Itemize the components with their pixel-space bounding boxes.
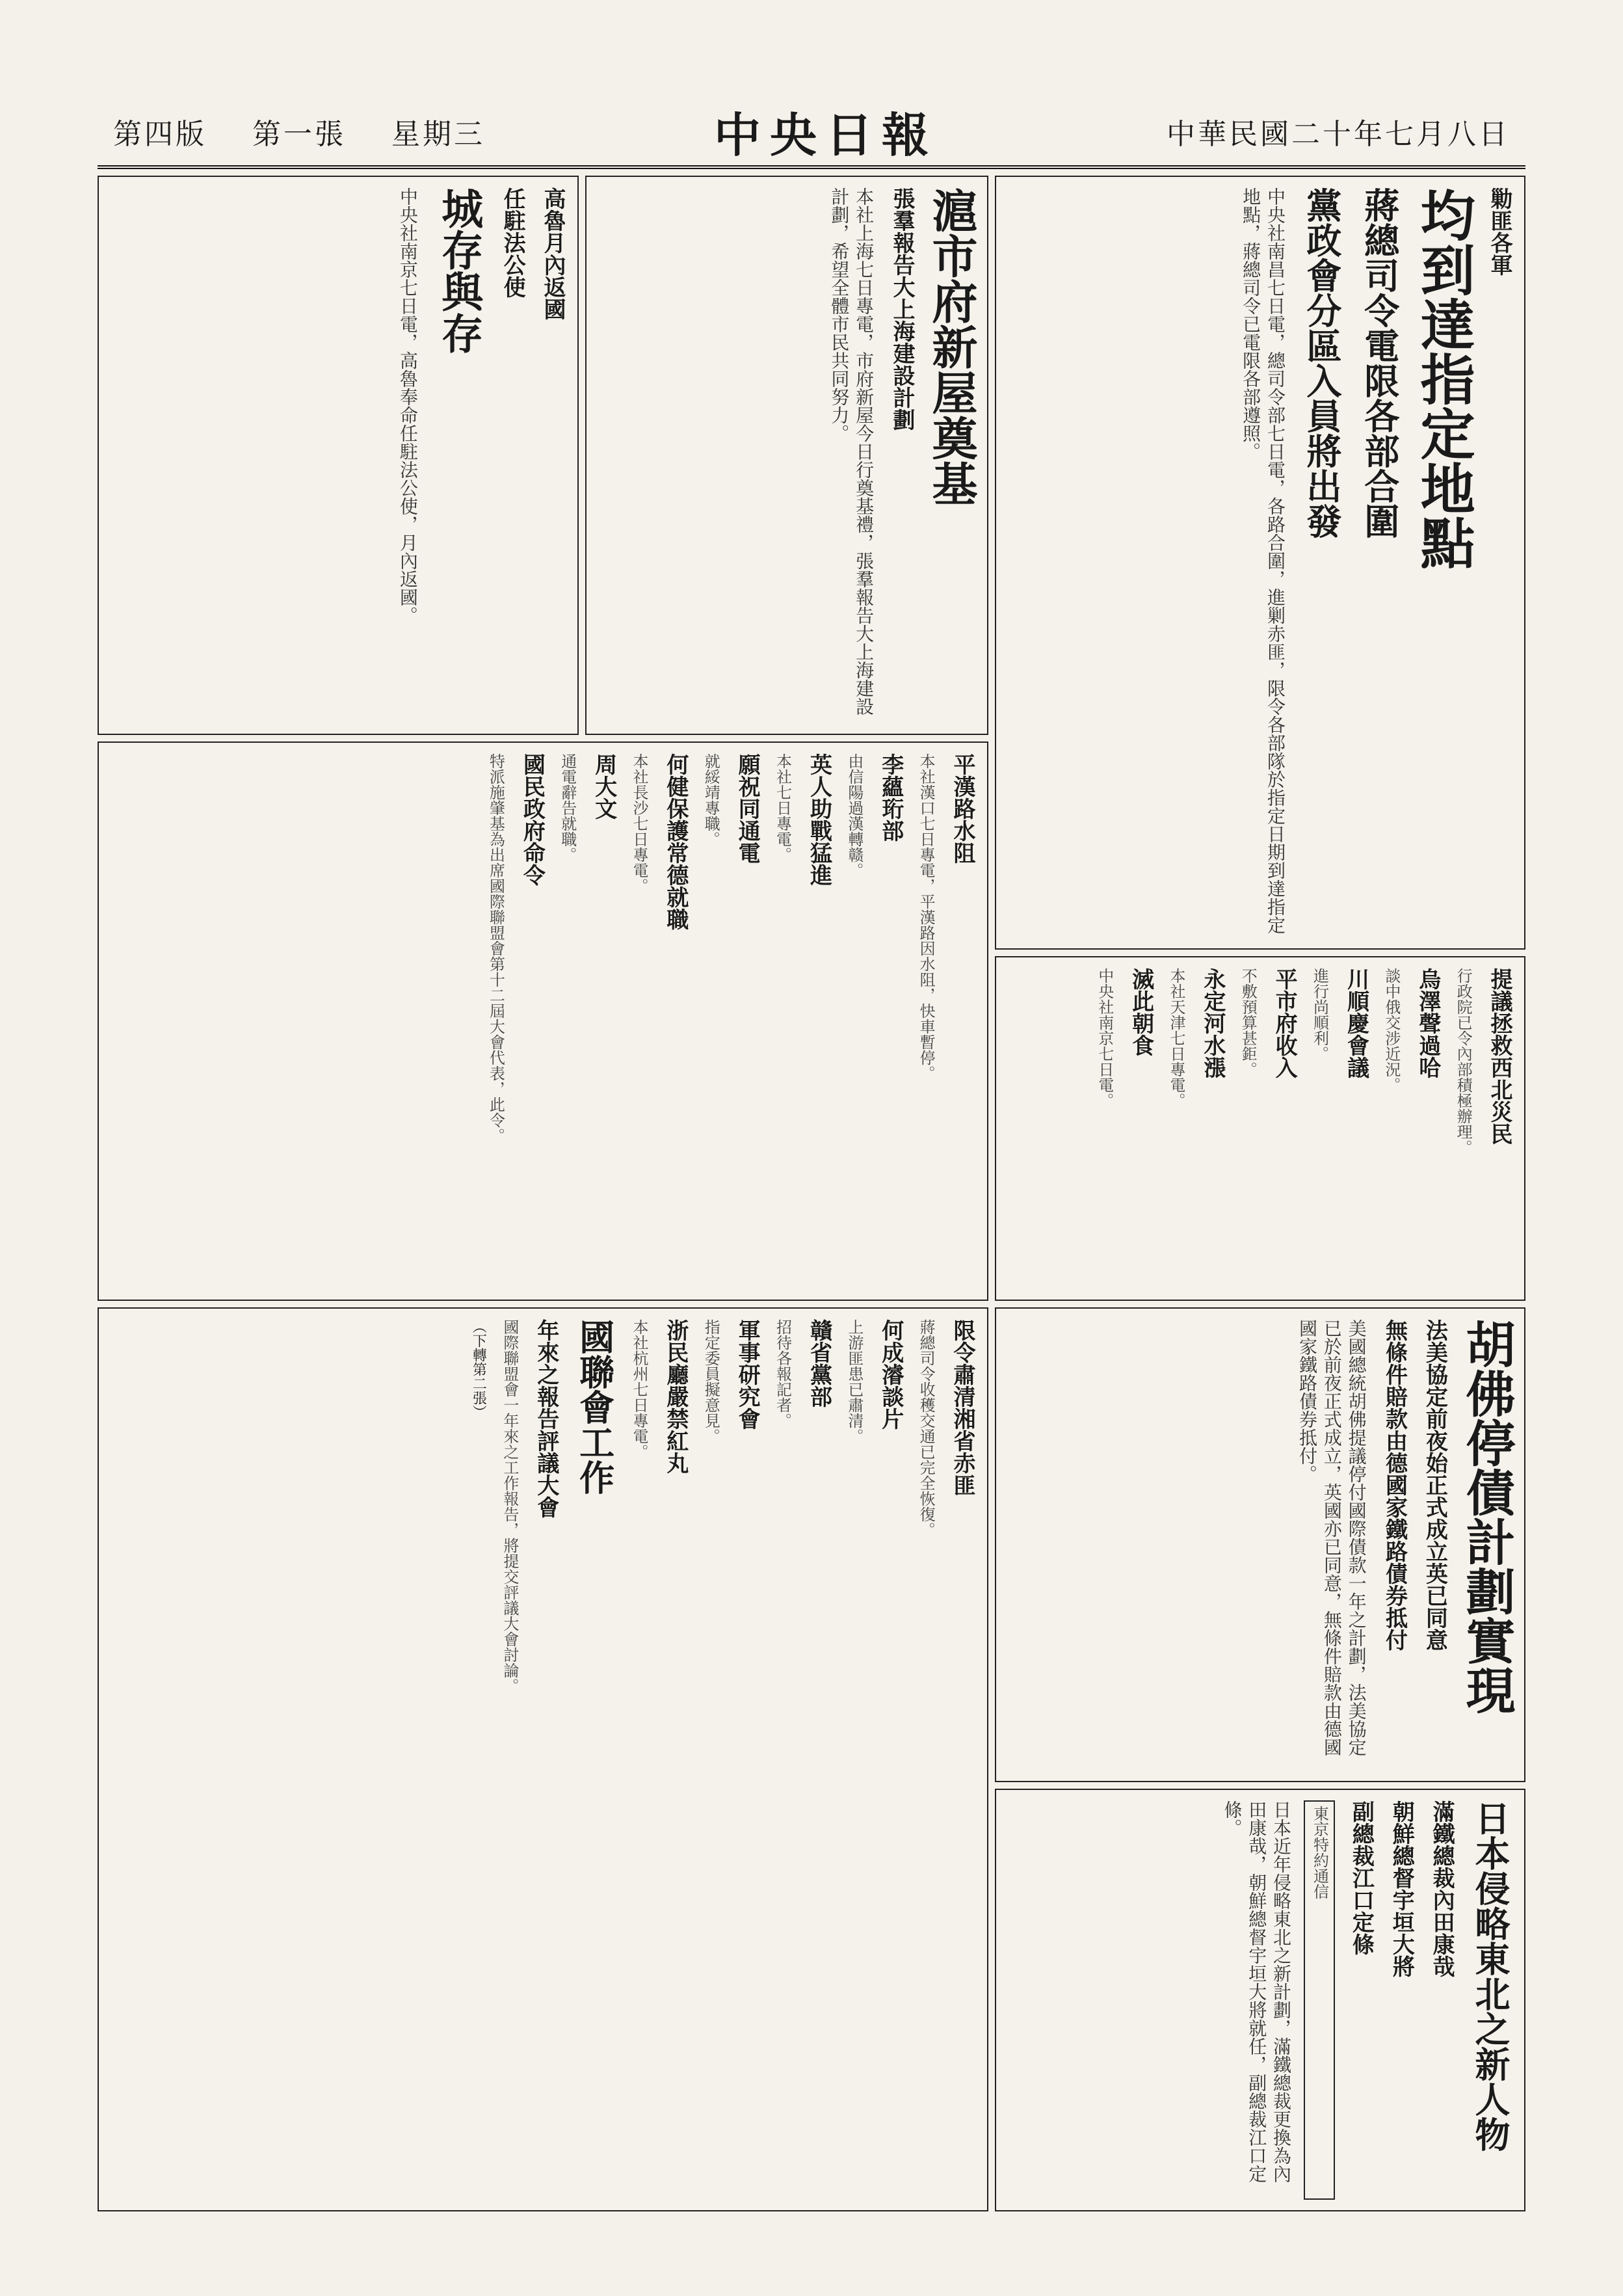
bottom-left-body: 國際聯盟會一年來之工作報告，將提交評議大會討論。 xyxy=(500,1319,519,1694)
column-4-body: 本社長沙七日專電。 xyxy=(629,753,648,894)
article-headline: 胡佛停債計劃實現 xyxy=(1458,1319,1516,1715)
lower-column-4-headline: 浙民廳嚴禁紅丸 xyxy=(662,1319,689,1474)
masthead xyxy=(98,98,1525,169)
lower-column-2-body: 招待各報記者。 xyxy=(773,1319,792,1428)
article-body: 美國總統胡佛提議停付國際債款一年之計劃，法美協定已於前夜正式成立，英國亦已同意，無條件賠款由德國國家鐵路債券抵付。 xyxy=(1297,1319,1367,1756)
issue-label: 第一張 xyxy=(252,118,346,151)
article-subheadline-1: 蔣總司令電限各部合圍 xyxy=(1358,187,1401,539)
mid-column-2-body: 進行尚順利。 xyxy=(1310,968,1329,1061)
column-3-headline: 願祝同通電 xyxy=(734,753,761,864)
lower-column-1-body: 上游匪患已肅清。 xyxy=(845,1319,864,1444)
top-left-article xyxy=(98,176,579,735)
article-subheadline-1: 滿鐵總裁內田康哉 xyxy=(1429,1800,1455,1977)
article-tag: 東京特約通信 xyxy=(1304,1800,1335,2200)
mid-center-columns xyxy=(995,956,1525,1301)
top-right-article xyxy=(995,176,1525,950)
weekday: 星期三 xyxy=(391,118,485,151)
continued-note: （下轉第二張） xyxy=(470,1319,487,1419)
article-body: 中央社南京七日電，高魯奉命任駐法公使，月內返國。 xyxy=(397,187,419,624)
column-2-headline: 英人助戰猛進 xyxy=(806,753,832,886)
lower-column-4-body: 本社杭州七日專電。 xyxy=(629,1319,648,1460)
lower-left-columns xyxy=(98,1307,988,2211)
column-6-body: 特派施肇基為出席國際聯盟會第十二屆大會代表，此令。 xyxy=(486,753,505,1143)
article-subheadline: 張羣報告大上海建設計劃 xyxy=(889,187,915,431)
bottom-left-headline: 國聯會工作 xyxy=(574,1319,616,1495)
column-2-body: 本社七日專電。 xyxy=(773,753,792,862)
column-6-headline: 國民政府命令 xyxy=(519,753,546,886)
mid-column-0-body: 行政院已令內部積極辦理。 xyxy=(1454,968,1473,1155)
column-5-headline: 周大文 xyxy=(590,753,617,820)
column-0-body: 本社漢口七日專電，平漢路因水阻，快車暫停。 xyxy=(917,753,936,1081)
bottom-right-article xyxy=(995,1789,1525,2211)
mid-column-4-body: 本社天津七日專電。 xyxy=(1167,968,1185,1108)
lower-column-3-headline: 軍事研究會 xyxy=(734,1319,761,1430)
lower-column-0-headline: 限令肅清湘省赤匪 xyxy=(949,1319,975,1496)
article-label: 勦匪各軍 xyxy=(1486,187,1512,276)
page-number: 第四版 xyxy=(113,118,207,151)
mid-column-5-body: 中央社南京七日電。 xyxy=(1095,968,1114,1108)
bottom-left-subheadline: 年來之報告評議大會 xyxy=(533,1319,559,1518)
lower-column-1-headline: 何成濬談片 xyxy=(877,1319,904,1430)
mid-column-1-headline: 烏澤聲過哈 xyxy=(1414,968,1441,1078)
article-body: 本社上海七日專電，市府新屋今日行奠基禮，張羣報告大上海建設計劃，希望全體市民共同努力。 xyxy=(828,187,875,715)
article-subheadline-1: 法美協定前夜始正式成立英已同意 xyxy=(1421,1319,1448,1651)
column-3-body: 就綏靖專職。 xyxy=(702,753,720,847)
top-mid-right-article xyxy=(585,176,988,735)
article-label-2: 任駐法公使 xyxy=(499,187,526,298)
article-headline: 城存與存 xyxy=(434,187,484,354)
newspaper-title: 中央日報 xyxy=(713,107,938,163)
column-1-headline: 李蘊珩部 xyxy=(877,753,904,842)
article-body: 日本近年侵略東北之新計劃，滿鐵總裁更換為內田康哉，朝鮮總督宇垣大將就任，副總裁江口定條。 xyxy=(1221,1800,1293,2183)
column-4-headline: 何健保護常德就職 xyxy=(662,753,689,930)
publication-date: 中華民國二十年七月八日 xyxy=(1166,118,1510,151)
column-1-body: 由信陽過漢轉赣。 xyxy=(845,753,864,878)
column-0-headline: 平漢路水阻 xyxy=(949,753,975,864)
mid-column-0-headline: 提議拯救西北災民 xyxy=(1486,968,1512,1145)
mid-column-3-headline: 平市府收入 xyxy=(1271,968,1298,1078)
article-subheadline-2: 無條件賠款由德國家鐵路債券抵付 xyxy=(1381,1319,1408,1651)
mid-right-article xyxy=(995,1307,1525,1782)
article-subheadline-3: 副總裁江口定條 xyxy=(1348,1800,1375,1955)
lower-column-0-body: 蔣總司令收穫交通已完全恢復。 xyxy=(917,1319,936,1538)
mid-column-1-body: 談中俄交涉近況。 xyxy=(1382,968,1401,1093)
mid-column-5-headline: 滅此朝食 xyxy=(1128,968,1154,1056)
masthead-left xyxy=(113,111,485,152)
article-subheadline-2: 朝鮮總督宇垣大將 xyxy=(1388,1800,1415,1977)
lower-column-2-headline: 贛省黨部 xyxy=(806,1319,832,1408)
article-subheadline-2: 黨政會分區入員將出發 xyxy=(1300,187,1343,539)
article-headline: 均到達指定地點 xyxy=(1412,187,1477,570)
mid-column-3-body: 不敷預算甚鉅。 xyxy=(1239,968,1258,1077)
mid-left-columns xyxy=(98,741,988,1301)
article-headline: 滬市府新屋奠基 xyxy=(925,187,979,506)
mid-column-2-headline: 川順慶會議 xyxy=(1343,968,1369,1078)
column-5-body: 通電辭告就職。 xyxy=(558,753,577,862)
article-label-1: 高魯月內返國 xyxy=(540,187,566,320)
article-headline: 日本侵略東北之新人物 xyxy=(1470,1800,1511,2152)
lower-column-3-body: 指定委員擬意見。 xyxy=(702,1319,720,1444)
mid-column-4-headline: 永定河水漲 xyxy=(1199,968,1226,1078)
article-body: 中央社南昌七日電，總司令部七日電，各路合圍，進剿赤匪，限令各部隊於指定日期到達指定地點，蔣總司令已電限各部遵照。 xyxy=(1240,187,1286,934)
